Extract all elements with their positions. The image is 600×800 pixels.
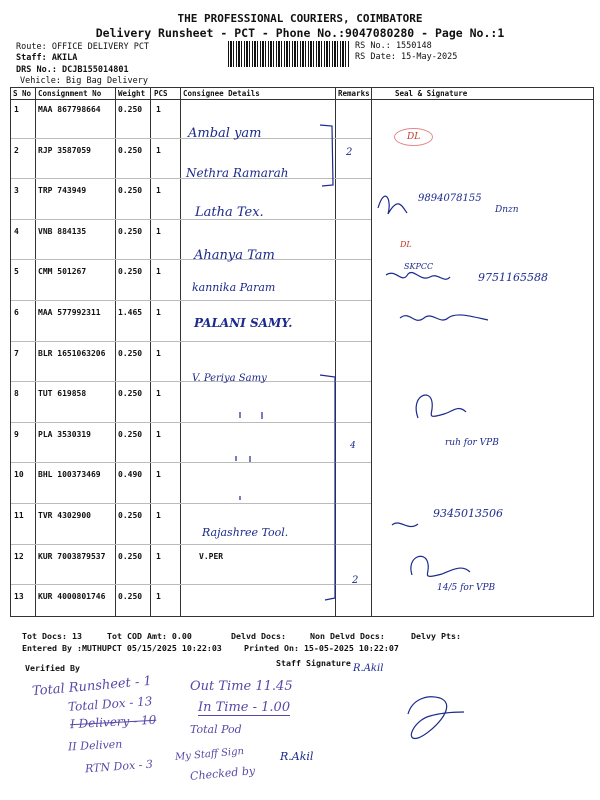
sig-phone-2: 9751165588 <box>478 271 548 284</box>
cell-sno: 5 <box>14 267 19 277</box>
cell-sno: 9 <box>14 429 19 439</box>
cell-pcs: 1 <box>156 511 161 520</box>
printed-on: Printed On: 15-05-2025 10:22:07 <box>244 643 399 653</box>
company-title: THE PROFESSIONAL COURIERS, COIMBATORE <box>177 12 423 25</box>
sig-name-1: Dnzn <box>495 205 519 215</box>
col-sno: S No <box>13 89 32 98</box>
cell-consignment: BHL 100373469 <box>38 470 101 480</box>
col-pcs: PCS <box>154 89 168 98</box>
note-out-time: Out Time 11.45 <box>190 679 293 694</box>
cell-sno: 10 <box>14 470 24 480</box>
col-remarks: Remarks <box>338 89 370 98</box>
cell-weight: 0.250 <box>118 551 143 561</box>
cell-consignment: KUR 4000801746 <box>38 592 106 602</box>
cell-consignment: CMM 501267 <box>38 267 87 277</box>
rs-no: RS No.: 1550148 <box>355 41 432 51</box>
drs-no: DRS No.: DCJB155014801 <box>16 65 129 75</box>
cell-sno: 12 <box>14 551 24 561</box>
cell-pcs: 1 <box>156 186 161 196</box>
delvy-pts: Delvy Pts: <box>411 631 461 641</box>
cell-pcs: 1 <box>156 470 161 480</box>
hand-consignee-4: Ahanya Tam <box>194 248 275 263</box>
cell-weight: 0.250 <box>118 429 143 439</box>
cell-sno: 1 <box>14 105 19 114</box>
col-consignee: Consignee Details <box>183 89 260 98</box>
cell-pcs: 1 <box>156 226 161 236</box>
col-seal-signature: Seal & Signature <box>395 89 468 98</box>
staff-name-2: R.Akil <box>280 750 314 763</box>
cell-consignment: PLA 3530319 <box>38 429 91 439</box>
hand-consignee-8: Rajashree Tool. <box>202 526 289 539</box>
cell-consignment: MAA 867798664 <box>38 105 101 114</box>
runsheet-title: Delivery Runsheet - PCT - Phone No.:9047080280 - Page No.:1 <box>95 26 505 40</box>
cell-consignment: BLR 1651063206 <box>38 348 106 358</box>
note-staff-sign: My Staff Sign <box>174 746 245 763</box>
hand-consignee-2: Nethra Ramarah <box>186 166 289 180</box>
note-delivery-1: I Delivery - 10 <box>69 712 157 732</box>
cell-weight: 0.250 <box>118 267 143 277</box>
sig-note-2: 14/5 for VPB <box>437 583 496 593</box>
remark-ticks: 4 <box>350 441 356 451</box>
cell-pcs: 1 <box>156 145 161 155</box>
cell-pcs: 1 <box>156 429 161 439</box>
note-total-pod: Total Pod <box>190 723 242 736</box>
sig-phone-1: 9894078155 <box>418 193 482 204</box>
cell-pcs: 1 <box>156 105 161 114</box>
cell-pcs: 1 <box>156 267 161 277</box>
note-rtn-dox: RTN Dox - 3 <box>84 757 154 776</box>
note-delivery-2: II Deliven <box>67 737 123 754</box>
note-total-runsheet: Total Runsheet - 1 <box>31 673 153 700</box>
cell-weight: 0.250 <box>118 592 143 602</box>
note-in-time: In Time - 1.00 <box>198 700 291 715</box>
hand-consignee-6: PALANI SAMY. <box>194 316 293 330</box>
staff-signature: Staff Signature <box>276 658 351 668</box>
verified-by: Verified By <box>25 663 80 673</box>
cell-consignment: KUR 7003879537 <box>38 551 106 561</box>
cell-weight: 0.250 <box>118 511 143 520</box>
cell-weight: 0.250 <box>118 389 143 399</box>
cell-weight: 0.250 <box>118 226 143 236</box>
entered-by: Entered By :MUTHUPCT 05/15/2025 10:22:03 <box>22 643 222 653</box>
hand-consignee-5: kannika Param <box>192 281 276 294</box>
cell-pcs: 1 <box>156 592 161 602</box>
hand-consignee-7: V. Periya Samy <box>192 373 267 384</box>
cell-consignment: VNB 884135 <box>38 226 87 236</box>
note-total-dox: Total Dox - 13 <box>67 694 153 714</box>
staff: Staff: AKILA <box>16 53 78 63</box>
sig-skpcc: SKPCC <box>404 262 434 271</box>
cell-pcs: 1 <box>156 348 161 358</box>
cell-sno: 4 <box>14 226 19 236</box>
col-consignment: Consignment No <box>38 89 102 98</box>
vehicle: Vehicle: Big Bag Delivery <box>20 76 148 86</box>
cell-consignment: TUT 619858 <box>38 389 87 399</box>
tot-docs: Tot Docs: 13 <box>22 631 82 641</box>
dl-stamp-1: DL <box>394 128 433 146</box>
delvd-docs: Delvd Docs: <box>231 631 286 641</box>
cell-pcs: 1 <box>156 308 161 317</box>
hand-consignee-1: Ambal yam <box>188 126 262 141</box>
staff-name-1: R.Akil <box>353 663 384 674</box>
cell-consignment: TVR 4302900 <box>38 511 91 520</box>
col-weight: Weight <box>118 89 146 98</box>
sig-note-1: ruh for VPB <box>445 438 499 448</box>
cell-pcs: 1 <box>156 389 161 399</box>
cell-sno: 2 <box>14 145 19 155</box>
cell-sno: 13 <box>14 592 24 602</box>
route: Route: OFFICE DELIVERY PCT <box>16 42 150 52</box>
tot-cod-amt: Tot COD Amt: 0.00 <box>107 631 192 641</box>
cell-weight: 1.465 <box>118 308 143 317</box>
cell-pcs: 1 <box>156 551 161 561</box>
cell-consignment: TRP 743949 <box>38 186 87 196</box>
note-checked-by: Checked by <box>189 764 256 783</box>
dl-stamp-2: DL <box>400 240 412 249</box>
non-delvd-docs: Non Delvd Docs: <box>310 631 385 641</box>
sig-phone-3: 9345013506 <box>433 507 503 520</box>
cell-sno: 7 <box>14 348 19 358</box>
cell-sno: 3 <box>14 186 19 196</box>
cell-consignee: V.PER <box>199 551 224 561</box>
rs-date: RS Date: 15-May-2025 <box>355 52 458 62</box>
cell-sno: 11 <box>14 511 24 520</box>
cell-consignment: RJP 3587059 <box>38 145 91 155</box>
remark-mark-2: 2 <box>352 575 359 586</box>
cell-weight: 0.250 <box>118 348 143 358</box>
cell-weight: 0.250 <box>118 186 143 196</box>
cell-consignment: MAA 577992311 <box>38 308 101 317</box>
hand-consignee-3: Latha Tex. <box>195 205 264 220</box>
cell-weight: 0.490 <box>118 470 143 480</box>
cell-weight: 0.250 <box>118 145 143 155</box>
cell-weight: 0.250 <box>118 105 143 114</box>
cell-sno: 8 <box>14 389 19 399</box>
remark-mark-1: 2 <box>346 147 353 158</box>
cell-sno: 6 <box>14 308 19 317</box>
